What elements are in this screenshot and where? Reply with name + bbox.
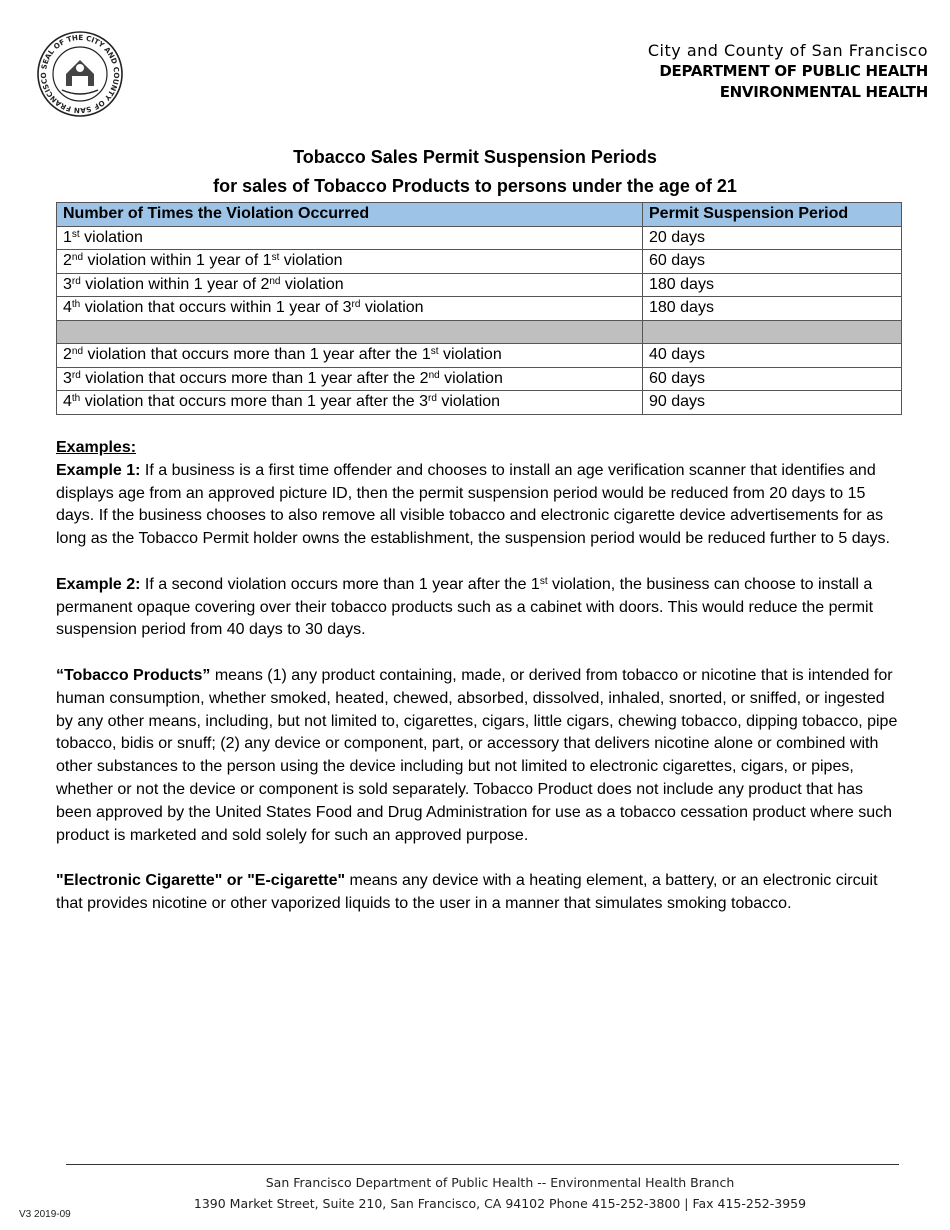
violation-cell: 4th violation that occurs within 1 year of 3rd violation: [57, 297, 643, 321]
example-1-paragraph: Example 1: If a business is a first time offender and chooses to install an age verification scanner that identifies and displays age from an approved picture ID, then the permit suspension period would be reduced from 20 days to 15 days. If the business chooses to also remove all visible tobacco and electronic cigarette device advertisements for as long as the Tobacco Permit holder owns the establishment, the suspension period would be reduced further to 5 days.: [56, 461, 890, 548]
period-cell: 180 days: [643, 297, 902, 321]
table-row: [57, 226, 902, 250]
e-cigarette-definition: "Electronic Cigarette" or "E-cigarette" means any device with a heating element, a battery, or an electronic circuit that provides nicotine or other vaporized liquids to the user in a manner that simulates smoking tobacco.: [56, 872, 878, 912]
suspension-table: [56, 202, 902, 415]
city-name: City and County of San Francisco: [647, 41, 928, 60]
page-title: Tobacco Sales Permit Suspension Periods: [293, 147, 657, 167]
footer-address: 1390 Market Street, Suite 210, San Francisco, CA 94102 Phone 415-252-3800 | Fax 415-252-3959: [193, 1196, 807, 1211]
table-row: [57, 344, 902, 368]
period-cell: 180 days: [643, 273, 902, 297]
example-2-paragraph: Example 2: If a second violation occurs more than 1 year after the 1st violation, the business can choose to install a permanent opaque covering over their tobacco products such as a cabinet with doors. This would reduce the permit suspension period from 40 days to 30 days.: [56, 575, 874, 639]
table-row: [57, 273, 902, 297]
violation-cell: 3rd violation that occurs more than 1 year after the 2nd violation: [57, 367, 643, 391]
column-header: Number of Times the Violation Occurred: [57, 203, 643, 227]
period-cell: 60 days: [643, 250, 902, 274]
violation-cell: 2nd violation within 1 year of 1st violation: [57, 250, 643, 274]
period-cell: 90 days: [643, 391, 902, 415]
department-header: [648, 40, 928, 103]
period-cell: 60 days: [643, 367, 902, 391]
violation-cell: 2nd violation that occurs more than 1 year after the 1st violation: [57, 344, 643, 368]
tobacco-products-definition: “Tobacco Products” means (1) any product containing, made, or derived from tobacco or nicotine that is intended for human consumption, whether smoked, heated, chewed, absorbed, dissolved, inhaled, snorted, or sniffed, or ingested by any other means, including, but not limited to, cigarettes, cigars, little cigars, chewing tobacco, dipping tobacco, pipe tobacco, bidis or snuff; (2) any device or component, part, or accessory that delivers nicotine alone or combined with other substances to the person using the device including but not limited to electronic cigarettes, cigars, or pipes, whether or not the device or component is sold separately. Tobacco Product does not include any product that has been approved by the United States Food and Drug Administration for use as a tobacco cessation product where such product is marketed and sold solely for such an approved purpose.: [56, 666, 898, 844]
table-row: [57, 391, 902, 415]
examples-heading: Examples:: [56, 439, 137, 456]
document-body: [56, 437, 901, 939]
column-header: Permit Suspension Period: [643, 203, 902, 227]
version-label: V3 2019-09: [19, 1209, 71, 1220]
table-header-row: [57, 203, 902, 227]
period-cell: 40 days: [643, 344, 902, 368]
table-row: [57, 367, 902, 391]
branch-name: ENVIRONMENTAL HEALTH: [719, 83, 928, 101]
table-separator-row: [57, 320, 902, 344]
city-seal-logo: [36, 30, 124, 118]
violation-cell: 4th violation that occurs more than 1 year after the 3rd violation: [57, 391, 643, 415]
violation-cell: 1st violation: [57, 226, 643, 250]
period-cell: 20 days: [643, 226, 902, 250]
footer-divider: [66, 1164, 899, 1165]
footer-org: San Francisco Department of Public Health -- Environmental Health Branch: [265, 1175, 735, 1190]
violation-cell: 3rd violation within 1 year of 2nd violation: [57, 273, 643, 297]
table-row: [57, 297, 902, 321]
page-subtitle: for sales of Tobacco Products to persons under the age of 21: [213, 176, 737, 196]
department-name: DEPARTMENT OF PUBLIC HEALTH: [659, 62, 928, 80]
table-row: [57, 250, 902, 274]
seal-text: SEAL OF THE CITY AND COUNTY OF SAN FRANCISCO: [38, 32, 122, 116]
